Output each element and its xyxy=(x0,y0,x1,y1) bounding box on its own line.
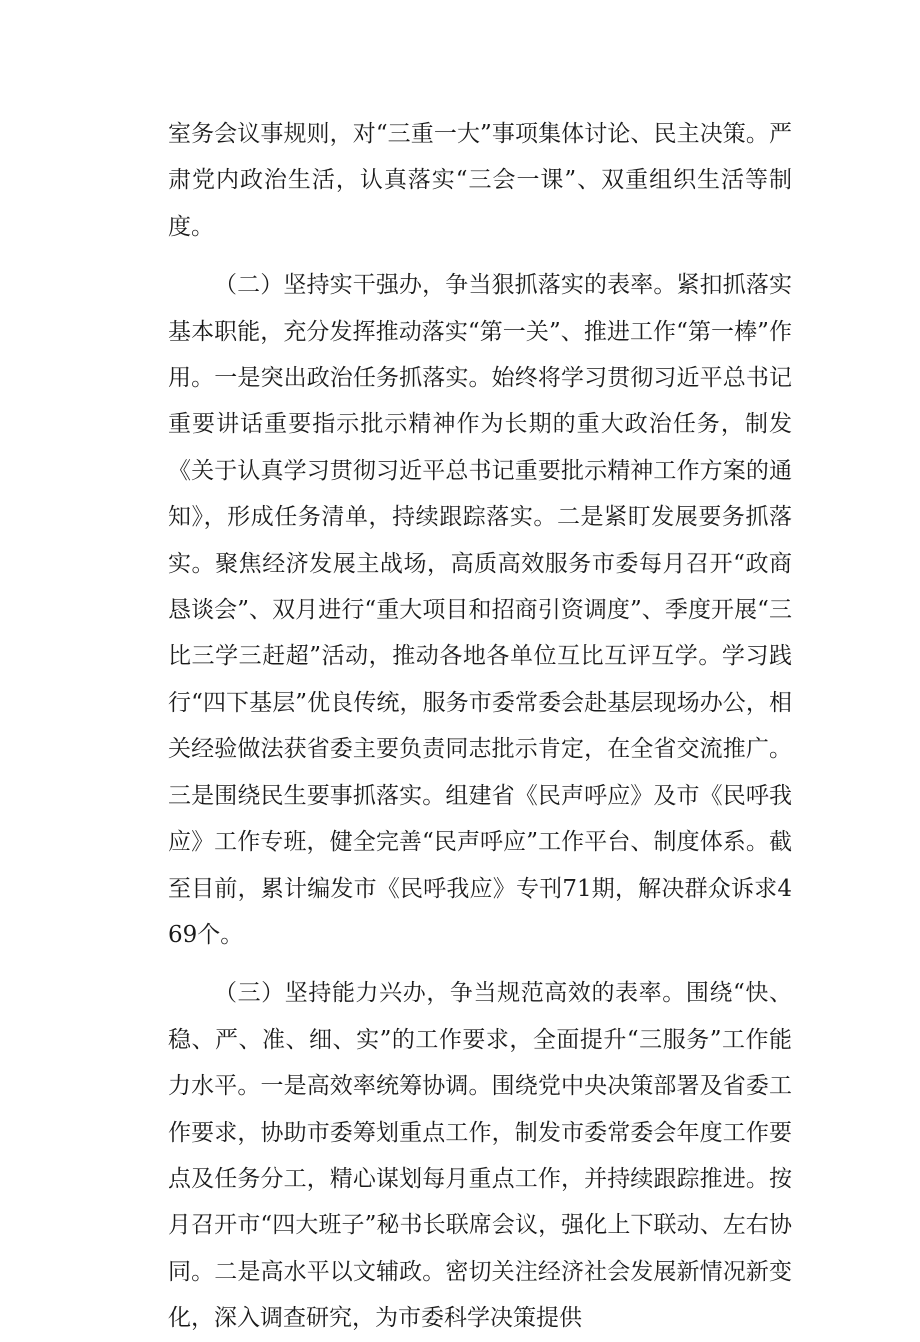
paragraph-continuation: 室务会议事规则，对“三重一大”事项集体讨论、民主决策。严肃党内政治生活，认真落实“三会一课”、双重组织生活等制度。 xyxy=(168,121,792,240)
paragraph-section-3: （三）坚持能力兴办，争当规范高效的表率。围绕“快、稳、严、准、细、实”的工作要求，全面提升“三服务”工作能力水平。一是高效率统筹协调。围绕党中央决策部署及省委工作要求，协助市委筹划重点工作，制发市委常委会年度工作要点及任务分工，精心谋划每月重点工作，并持续跟踪推进。按月召开市“四大班子”秘书长联席会议，强化上下联动、左右协同。二是高水平以文辅政。密切关注经济社会发展新情况新变化，深入调查研究，为市委科学决策提供 xyxy=(168,980,792,1332)
paragraph-section-2: （二）坚持实干强办，争当狠抓落实的表率。紧扣抓落实基本职能，充分发挥推动落实“第一关”、推进工作“第一棒”作用。一是突出政治任务抓落实。始终将学习贯彻习近平总书记重要讲话重要指示批示精神作为长期的重大政治任务，制发《关于认真学习贯彻习近平总书记重要批示精神工作方案的通知》，形成任务清单，持续跟踪落实。二是紧盯发展要务抓落实。聚焦经济发展主战场，高质高效服务市委每月召开“政商恳谈会”、双月进行“重大项目和招商引资调度”、季度开展“三比三学三赶超”活动，推动各地各单位互比互评互学。学习践行“四下基层”优良传统，服务市委常委会赴基层现场办公，相关经验做法获省委主要负责同志批示肯定，在全省交流推广。三是围绕民生要事抓落实。组建省《民声呼应》及市《民呼我应》工作专班，健全完善“民声呼应”工作平台、制度体系。截至目前，累计编发市《民呼我应》专刊71期，解决群众诉求469个。 xyxy=(168,272,792,948)
document-body xyxy=(168,111,792,1342)
